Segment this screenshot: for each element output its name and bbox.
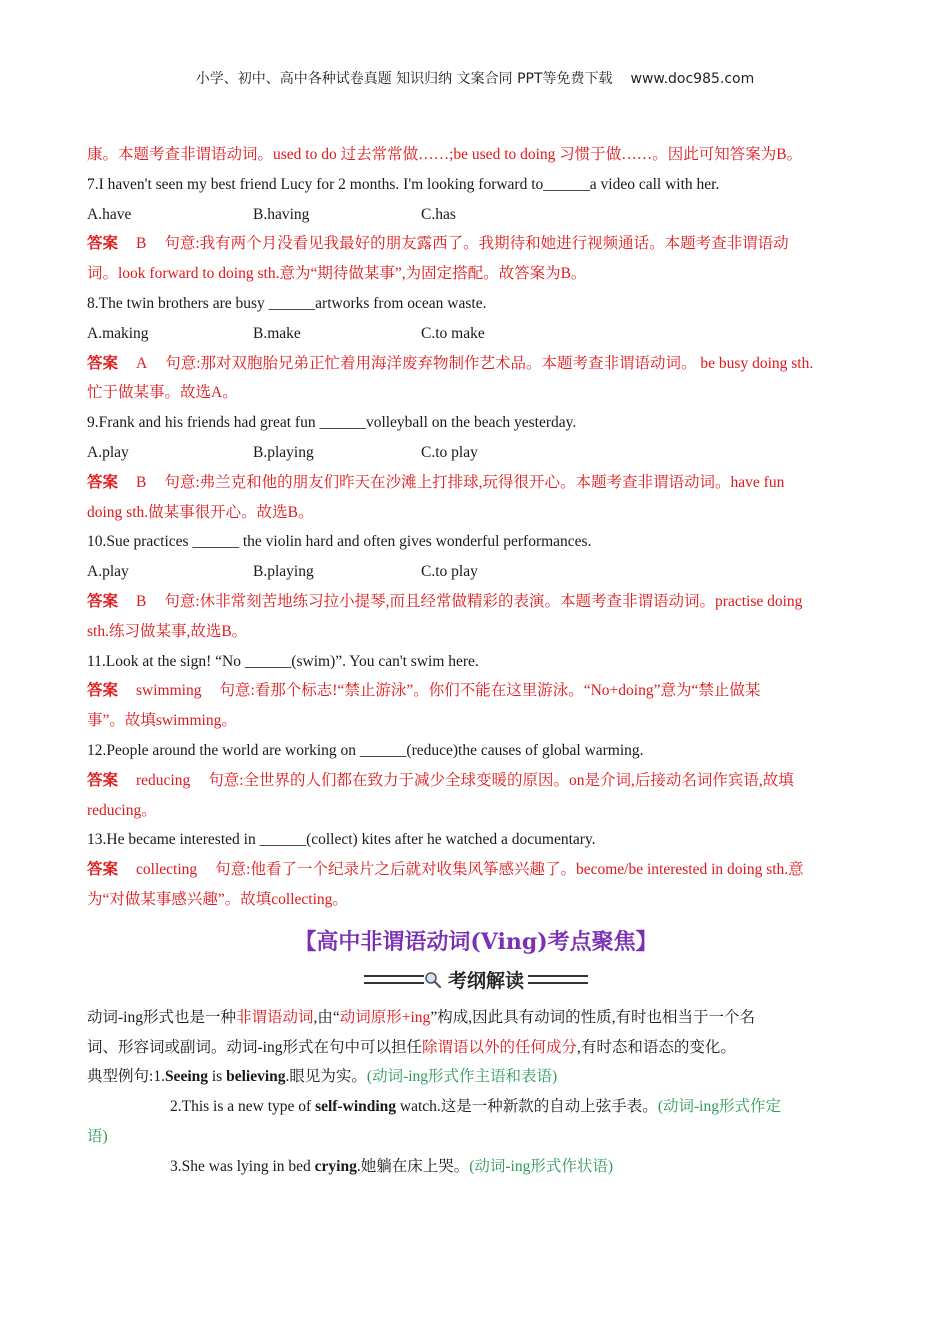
divider-left <box>364 975 424 984</box>
section-title: 【高中非谓语动词(Ving)考点聚焦】 <box>294 928 658 955</box>
question-13: 13.He became interested in ______(collect) kites after he watched a documentary. <box>87 831 596 849</box>
intro-line: 康。本题考查非谓语动词。used to do 过去常常做……;be used to doing 习惯于做……。因此可知答案为B。 <box>87 146 803 163</box>
option-b: B.make <box>253 324 301 342</box>
page-header <box>0 68 950 88</box>
question-9-options <box>87 438 865 468</box>
intro-paragraph <box>87 1003 865 1182</box>
question-7: 7.I haven't seen my best friend Lucy for 2 months. I'm looking forward to______a video call with her. <box>87 175 720 193</box>
answer-value: collecting <box>136 861 198 879</box>
para-text: ,由“ <box>313 1008 340 1026</box>
para-highlight: 除谓语以外的任何成分 <box>421 1038 577 1056</box>
answer-explanation: 句意:休非常刻苦地练习拉小提琴,而且经常做精彩的表演。本题考查非谓语动词。practise doing <box>164 592 803 610</box>
divider-right <box>528 975 588 984</box>
answer-8-cont: 忙于做某事。故选A。 <box>87 384 238 402</box>
question-12: 12.People around the world are working on ______(reduce)the causes of global warming. <box>87 741 644 759</box>
answer-8 <box>87 349 865 379</box>
option-c: C.to play <box>421 563 478 581</box>
option-a: A.play <box>87 443 129 461</box>
answer-13-cont: 为“对做某事感兴趣”。故填collecting。 <box>87 890 348 908</box>
answer-7-cont: 词。look forward to doing sth.意为“期待做某事”,为固定搭配。故答案为B。 <box>87 265 587 283</box>
para-text: 词、形容词或副词。动词-ing形式在句中可以担任 <box>87 1038 422 1056</box>
option-b: B.having <box>253 205 310 223</box>
examples-lead: 典型例句: <box>87 1068 154 1086</box>
question-11: 11.Look at the sign! “No ______(swim)”. You can't swim here. <box>87 652 479 670</box>
answer-12 <box>87 766 865 796</box>
answer-explanation: 句意:他看了一个纪录片之后就对收集风筝感兴趣了。become/be interested in doing sth.意 <box>215 861 804 879</box>
answer-11-cont: 事”。故填swimming。 <box>87 712 237 730</box>
magnifier-icon <box>424 971 442 989</box>
answer-label: 答案 <box>87 861 119 879</box>
example-note: (动词-ing形式作定 <box>657 1098 781 1116</box>
answer-value: A <box>136 354 148 372</box>
para-text: ,有时态和语态的变化。 <box>577 1038 736 1056</box>
example-text: 3.She was lying in bed <box>170 1157 315 1175</box>
question-7-options <box>87 200 865 230</box>
para-line-2 <box>87 1033 865 1063</box>
example-text: .眼见为实。 <box>285 1068 367 1086</box>
answer-label: 答案 <box>87 235 119 253</box>
example-2-cont: 语) <box>87 1127 108 1145</box>
document-body <box>87 140 865 1182</box>
answer-value: reducing <box>136 771 191 789</box>
answer-label: 答案 <box>87 771 119 789</box>
answer-10-cont: sth.练习做某事,故选B。 <box>87 622 248 640</box>
answer-9-cont: doing sth.做某事很开心。故选B。 <box>87 503 314 521</box>
answer-13 <box>87 855 865 885</box>
option-c: C.to play <box>421 443 478 461</box>
answer-label: 答案 <box>87 473 119 491</box>
answer-label: 答案 <box>87 354 119 372</box>
subtitle-text: 考纲解读 <box>447 970 524 993</box>
example-text: 2.This is a new type of <box>170 1098 316 1116</box>
answer-value: B <box>136 473 147 491</box>
option-b: B.playing <box>253 443 314 461</box>
example-text: is <box>208 1068 227 1086</box>
header-url[interactable]: www.doc985.com <box>630 71 755 87</box>
question-8: 8.The twin brothers are busy ______artworks from ocean waste. <box>87 294 487 312</box>
question-9: 9.Frank and his friends had great fun ______volleyball on the beach yesterday. <box>87 414 577 432</box>
option-a: A.play <box>87 563 129 581</box>
option-c: C.to make <box>421 324 485 342</box>
answer-explanation: 句意:那对双胞胎兄弟正忙着用海洋废弃物制作艺术品。本题考查非谓语动词。 be busy doing sth. <box>165 354 814 372</box>
answer-value: B <box>136 592 147 610</box>
answer-label: 答案 <box>87 592 119 610</box>
para-highlight: 非谓语动词 <box>235 1008 314 1026</box>
subtitle-bar <box>87 965 865 995</box>
example-bold: self-winding <box>315 1098 397 1116</box>
answer-explanation: 句意:看那个标志!“禁止游泳”。你们不能在这里游泳。“No+doing”意为“禁止做某 <box>219 682 761 700</box>
answer-explanation: 句意:我有两个月没看见我最好的朋友露西了。我期待和她进行视频通话。本题考查非谓语动 <box>164 235 789 253</box>
example-note: (动词-ing形式作状语) <box>469 1157 614 1175</box>
answer-explanation: 句意:弗兰克和他的朋友们昨天在沙滩上打排球,玩得很开心。本题考查非谓语动词。have fun <box>164 473 785 491</box>
example-1 <box>87 1062 865 1092</box>
example-bold: believing <box>226 1068 286 1086</box>
para-highlight: 动词原形+ing <box>339 1008 431 1026</box>
example-3 <box>87 1152 865 1182</box>
example-number: 1. <box>153 1068 165 1086</box>
example-2 <box>87 1092 865 1122</box>
example-text: .她躺在床上哭。 <box>356 1157 470 1175</box>
example-bold: crying <box>314 1157 357 1175</box>
header-text: 小学、初中、高中各种试卷真题 知识归纳 文案合同 PPT等免费下载 <box>195 71 613 87</box>
answer-explanation: 句意:全世界的人们都在致力于减少全球变暖的原因。on是介词,后接动名词作宾语,故填 <box>208 771 794 789</box>
answer-10 <box>87 587 865 617</box>
para-text: ”构成,因此具有动词的性质,有时也相当于一个名 <box>430 1008 755 1026</box>
answer-value: swimming <box>136 682 202 700</box>
option-a: A.making <box>87 324 149 342</box>
option-c: C.has <box>421 205 456 223</box>
question-10-options <box>87 557 865 587</box>
answer-7 <box>87 229 865 259</box>
para-line-1 <box>87 1003 865 1033</box>
example-bold: Seeing <box>164 1068 208 1086</box>
example-text: watch.这是一种新款的自动上弦手表。 <box>396 1098 658 1116</box>
question-8-options <box>87 319 865 349</box>
option-b: B.playing <box>253 563 314 581</box>
answer-12-cont: reducing。 <box>87 801 157 819</box>
answer-11 <box>87 676 865 706</box>
answer-9 <box>87 468 865 498</box>
option-a: A.have <box>87 205 132 223</box>
answer-label: 答案 <box>87 682 119 700</box>
answer-value: B <box>136 235 147 253</box>
example-note: (动词-ing形式作主语和表语) <box>366 1068 558 1086</box>
para-text: 动词-ing形式也是一种 <box>87 1008 236 1026</box>
question-10: 10.Sue practices ______ the violin hard and often gives wonderful performances. <box>87 533 592 551</box>
